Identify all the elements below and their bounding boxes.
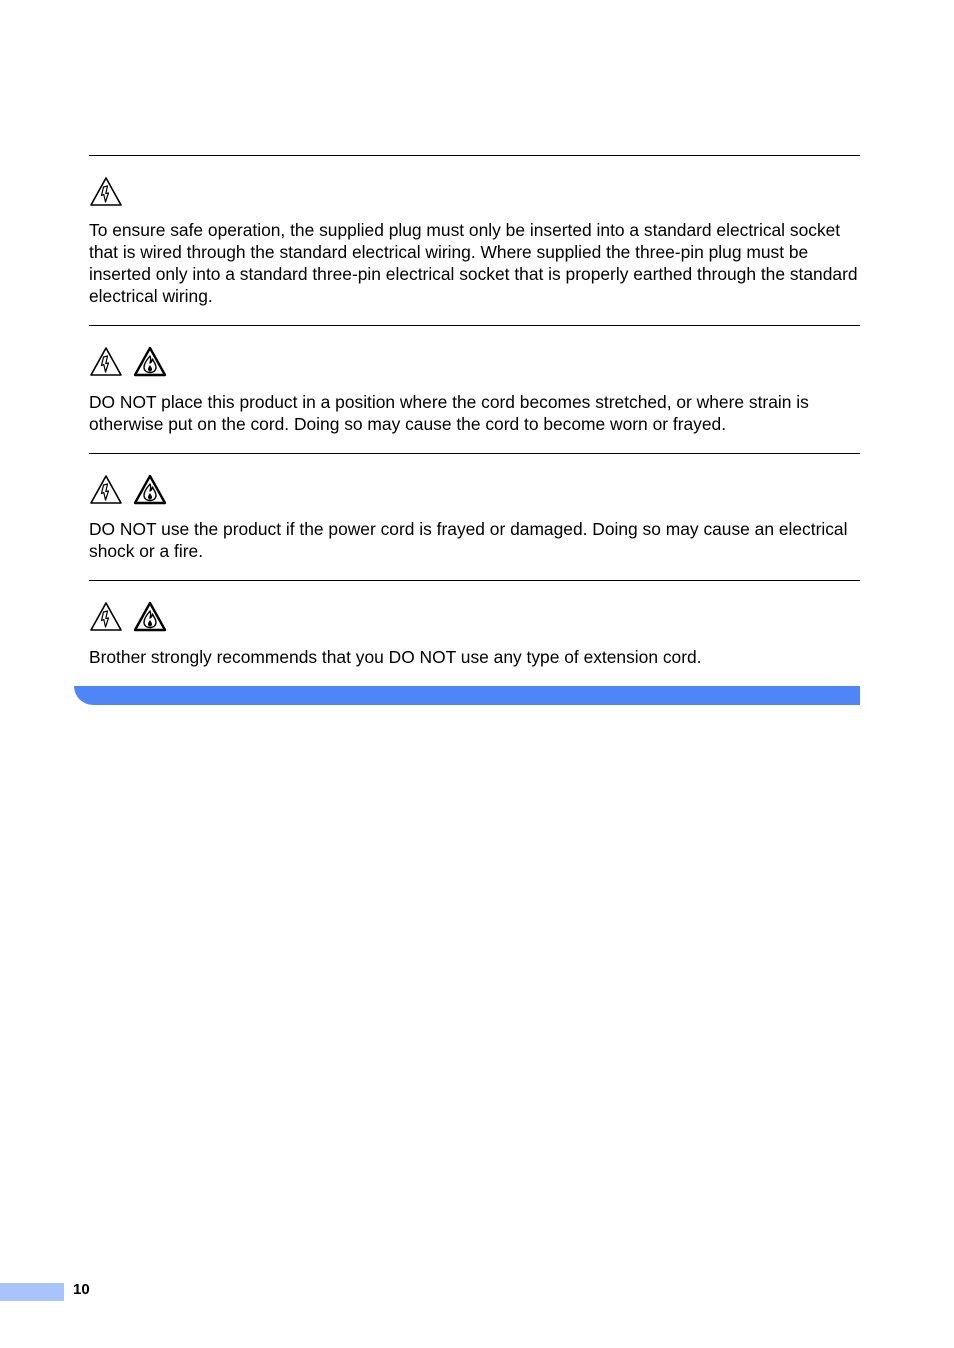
hazard-icons	[89, 176, 123, 210]
safety-paragraph: DO NOT use the product if the power cord is frayed or damaged. Doing so may cause an electrical shock or a fire.	[89, 519, 848, 561]
section-divider	[89, 325, 860, 326]
electric-shock-hazard-icon	[89, 601, 123, 633]
hazard-icons	[89, 346, 167, 380]
safety-paragraph: DO NOT place this product in a position where the cord becomes stretched, or where strain is otherwise put on the cord. Doing so may cause the cord to become worn or frayed.	[89, 392, 809, 434]
fire-hazard-icon	[133, 601, 167, 633]
electric-shock-hazard-icon	[89, 176, 123, 208]
section-divider	[89, 155, 860, 156]
page-number: 10	[73, 1281, 90, 1298]
electric-shock-hazard-icon	[89, 346, 123, 378]
section-end-bar	[74, 686, 860, 705]
fire-hazard-icon	[133, 346, 167, 378]
hazard-icons	[89, 474, 167, 508]
hazard-icons	[89, 601, 167, 635]
safety-paragraph: To ensure safe operation, the supplied plug must only be inserted into a standard electrical socket that is wired through the standard electrical wiring. Where supplied the three-pin plug must be inserted only into a standard three-pin electrical socket that is properly earthed through the standard electrical wiring.	[89, 220, 858, 306]
electric-shock-hazard-icon	[89, 474, 123, 506]
fire-hazard-icon	[133, 474, 167, 506]
section-divider	[89, 580, 860, 581]
section-divider	[89, 453, 860, 454]
safety-paragraph: Brother strongly recommends that you DO NOT use any type of extension cord.	[89, 647, 702, 667]
page-number-tab	[0, 1283, 64, 1301]
